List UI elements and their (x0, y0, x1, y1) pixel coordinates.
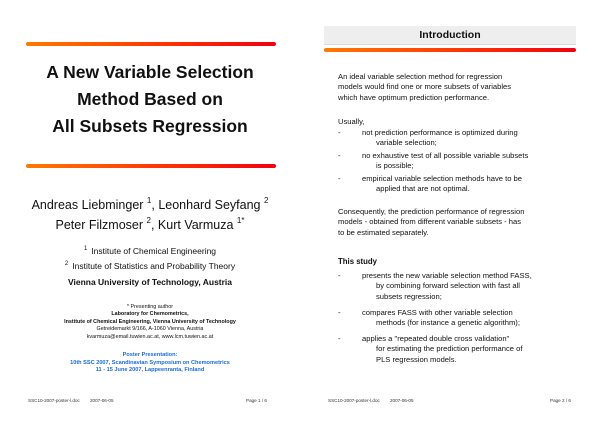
title-line-2: Method Based on (77, 89, 223, 109)
text-line: to be estimated separately. (338, 227, 429, 237)
footer-page: Page 1 / 6 (246, 398, 267, 403)
presenting-author-block (0, 304, 300, 341)
study-heading: This study (338, 257, 377, 266)
text-line: by combining forward selection with fast all (376, 281, 520, 291)
footer-page: Page 2 / 6 (550, 398, 571, 403)
title-line-1: A New Variable Selection (46, 62, 254, 82)
list-item (338, 334, 574, 365)
text-line: applies a "repeated double cross validation" (362, 334, 510, 343)
list-item (338, 128, 574, 149)
poster-presentation-block (0, 352, 300, 375)
intro-paragraph (338, 72, 574, 103)
author-affiliation-mark: 2 (146, 216, 151, 225)
poster-label: Poster Presentation: (122, 352, 178, 358)
dash-bullet: - (338, 308, 341, 317)
dash-bullet: - (338, 271, 341, 280)
presenting-label: * Presenting author (126, 304, 174, 310)
poster-event: 10th SSC 2007, Scandinavian Symposium on Chemometrics (70, 359, 230, 366)
affiliation-mark: 1 (83, 246, 88, 252)
footer-date: 2007-06-05 (390, 398, 414, 403)
title-bottom-bar (26, 164, 276, 168)
text-line: empirical variable selection methods have to be (362, 174, 522, 183)
affiliation-text: Institute of Chemical Engineering (91, 246, 217, 256)
contact-info: kvarmuza@email.tuwien.ac.at, www.lcm.tuwien.ac.at (86, 333, 214, 340)
text-line: models - obtained from different variable subsets - has (338, 217, 522, 227)
list-item (338, 174, 574, 195)
dash-bullet: - (338, 128, 341, 137)
text-line: applied that are not optimal. (376, 184, 470, 194)
footer-file: SSC10-2007-poster-l.doc (328, 398, 380, 403)
affiliation-mark: 2 (64, 261, 69, 267)
consequently-paragraph (338, 207, 574, 238)
slide-header: Introduction (324, 26, 576, 45)
author-name: Leonhard Seyfang (158, 198, 261, 212)
text-line: PLS regression models. (376, 354, 457, 364)
text-line: compares FASS with other variable selection (362, 308, 513, 317)
slide-introduction (300, 0, 600, 424)
text-line: no exhaustive test of all possible variable subsets (362, 151, 529, 160)
text-line: which have optimum prediction performance. (338, 92, 490, 102)
author-separator: , (150, 218, 158, 232)
author-affiliation-mark: 1 (146, 196, 152, 205)
usually-label: Usually, (338, 117, 365, 126)
institute-name: Institute of Chemical Engineering, Vienna University of Technology (64, 318, 236, 325)
university: Vienna University of Technology, Austria (67, 277, 233, 287)
text-line: variable selection; (376, 138, 437, 148)
author-name: Peter Filzmoser (55, 218, 144, 232)
footer-date: 2007-06-05 (90, 398, 114, 403)
list-item (338, 271, 574, 302)
text-line: methods (for instance a genetic algorithm); (376, 318, 520, 328)
title-top-bar (26, 42, 276, 46)
footer-file: SSC10-2007-poster-l.doc (28, 398, 80, 403)
header-bar (324, 48, 576, 52)
text-line: for estimating the prediction performance of (376, 344, 523, 354)
dash-bullet: - (338, 151, 341, 160)
text-line: presents the new variable selection method FASS, (362, 271, 532, 280)
poster-dates: 11 - 15 June 2007, Lappeenranta, Finland (95, 367, 205, 374)
text-line: models would find one or more subsets of variables (338, 82, 512, 92)
affiliation-text: Institute of Statistics and Probability Theory (72, 261, 236, 271)
affiliation-1 (0, 246, 300, 256)
affiliation-2 (0, 261, 300, 271)
text-line: Consequently, the prediction performance of regression (338, 207, 525, 216)
text-line: An ideal variable selection method for regression (338, 72, 503, 81)
list-item (338, 151, 574, 172)
text-line: is possible; (376, 161, 414, 171)
dash-bullet: - (338, 174, 341, 183)
postal-address: Getreidemarkt 9/166, A-1060 Vienna, Austria (96, 326, 204, 333)
text-line: subsets regression; (376, 291, 442, 301)
dash-bullet: - (338, 334, 341, 343)
lab-name: Laboratory for Chemometrics, (111, 311, 189, 318)
author-affiliation-mark: 1* (236, 216, 245, 225)
author-separator: , (151, 198, 159, 212)
author-name: Andreas Liebminger (31, 198, 144, 212)
author-name: Kurt Varmuza (157, 218, 234, 232)
list-item (338, 308, 574, 329)
authors-line-1 (0, 196, 300, 212)
title-line-3: All Subsets Regression (52, 116, 248, 136)
authors-line-2 (0, 216, 300, 232)
text-line: not prediction performance is optimized during (362, 128, 518, 137)
author-affiliation-mark: 2 (263, 196, 269, 205)
